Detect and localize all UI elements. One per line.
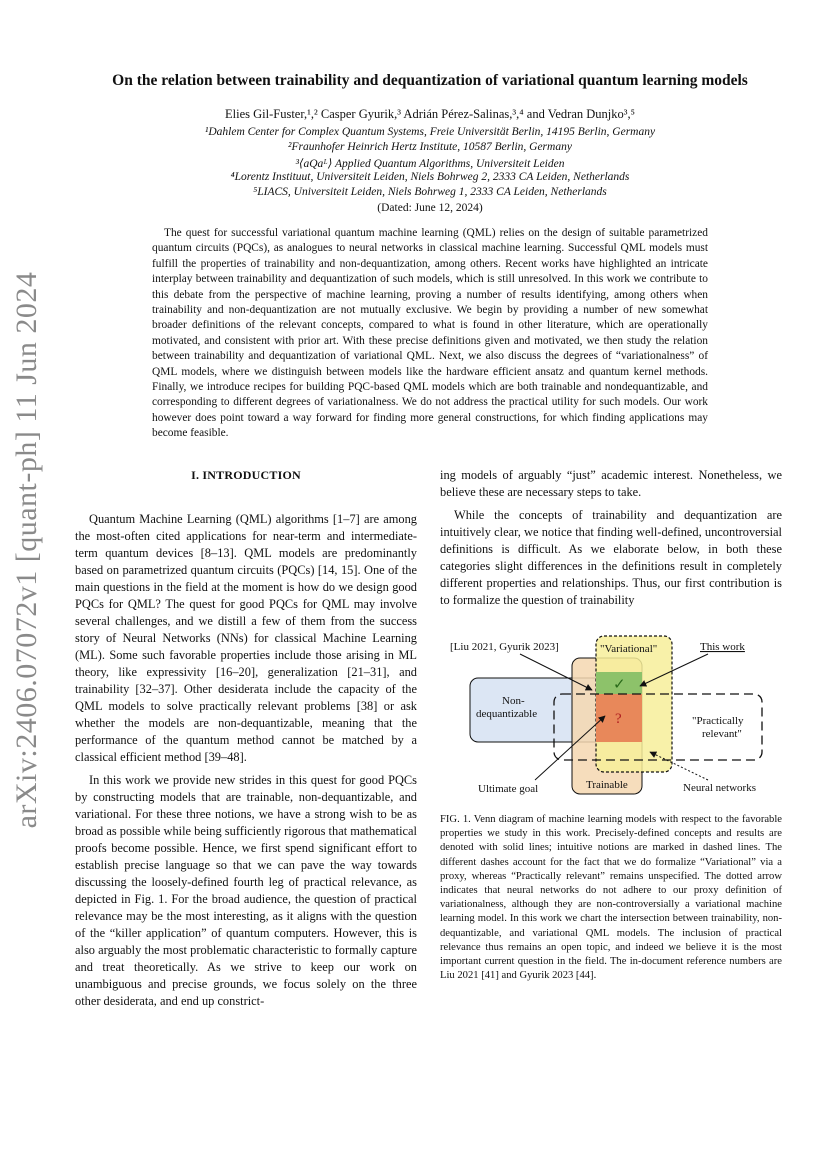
intro-paragraph-4: While the concepts of trainability and dequantization are intuitively clear, we notice that finding well-defined, uncontroversial definitions is difficult. As we elaborate below, in both these categories slight differences in the definitions result in completely different properties and relationships. Thus, our first contribution is to formalize the question of trainability bbox=[440, 508, 782, 607]
label-trainable: Trainable bbox=[586, 779, 628, 791]
check-icon: ✓ bbox=[613, 677, 626, 693]
label-practical-2: relevant" bbox=[702, 728, 742, 740]
intro-paragraph-3: ing models of arguably “just” academic interest. Nonetheless, we believe these are necessary steps to take. bbox=[440, 468, 782, 499]
question-mark: ? bbox=[615, 711, 622, 727]
left-column bbox=[75, 467, 417, 1016]
affiliation-4: ⁴Lorentz Instituut, Universiteit Leiden, Niels Bohrweg 2, 2333 CA Leiden, Netherlands bbox=[230, 171, 630, 183]
label-liu-gyurik: [Liu 2021, Gyurik 2023] bbox=[450, 641, 559, 653]
label-this-work: This work bbox=[700, 641, 745, 653]
label-practical-1: "Practically bbox=[692, 715, 744, 727]
affiliation-5: ⁵LIACS, Universiteit Leiden, Niels Bohrweg 1, 2333 CA Leiden, Netherlands bbox=[253, 186, 607, 198]
label-ultimate-goal: Ultimate goal bbox=[478, 783, 539, 795]
label-nondeq-2: dequantizable bbox=[476, 708, 538, 720]
intro-paragraph-2: In this work we provide new strides in this quest for good PQCs by constructing models that are trainable, non-dequantizable, and variational. For these three notions, we have a strong wish to be as broad as possible while being sufficiently rigorous that mathematical proofs become possible. Hence, we first spend significant effort to establish precise language so that we can pave the way towards discussing the loosely-defined fourth leg of practical relevance, as depicted in Fig. 1. For the broad audience, the question of practical relevance may be the most interesting, as it aligns with the question of the “killer application” of quantum computers. However, this is also arguably the most problematic characteristic to formally capture and treat theoretically. As we strive to keep our work on unambiguous and precise grounds, we focus solely on the three other desiderata, and end up constrict- bbox=[75, 773, 417, 1008]
affiliation-3: ³⟨aQaᴸ⟩ Applied Quantum Algorithms, Universiteit Leiden bbox=[295, 158, 565, 170]
arxiv-stamp: arXiv:2406.07072v1 [quant-ph] 11 Jun 2024 bbox=[10, 271, 43, 829]
affiliation-2: ²Fraunhofer Heinrich Hertz Institute, 10587 Berlin, Germany bbox=[288, 141, 572, 153]
date-line: (Dated: June 12, 2024) bbox=[377, 202, 483, 214]
figure-caption: FIG. 1. Venn diagram of machine learning models with respect to the favorable properties we study in this work. Precisely-defined concepts and results are denoted with solid lines; intuitive notions are marked in dashed lines. The different dashes account for the fact that we do formalize “Variational” via a proxy, whereas “Practically relevant” remains unspecified. The dotted arrow indicates that neural networks do not adhere to our proxy definition of variationalness, although they are non-controversially a variational machine learning model. In this work we chart the intersection between trainability, non-dequantizable, and variational QML models. The inclusion of practical relevance thus remains an open topic, and indeed we believe it is the most important current question in the field. The in-document reference numbers are Liu 2021 [41] and Gyurik 2023 [44]. bbox=[440, 814, 782, 982]
venn-diagram bbox=[440, 628, 782, 800]
right-column bbox=[440, 467, 782, 615]
paper-title: On the relation between trainability and dequantization of variational quantum learning models bbox=[112, 72, 748, 89]
label-nondeq-1: Non- bbox=[502, 695, 525, 707]
label-variational: "Variational" bbox=[600, 643, 658, 655]
section-heading: I. INTRODUCTION bbox=[191, 468, 301, 482]
author-list: Elies Gil-Fuster,¹,² Casper Gyurik,³ Adrián Pérez-Salinas,³,⁴ and Vedran Dunjko³,⁵ bbox=[225, 107, 635, 121]
abstract: The quest for successful variational quantum machine learning (QML) relies on the design of suitable parametrized quantum circuits (PQCs), as analogues to neural networks in classical machine learning. Successful QML models must fulfill the properties of trainability and non-dequantization, among others. Recent works have highlighted an intricate interplay between trainability and dequantization of such models, which is still unresolved. In this work we contribute to this debate from the perspective of machine learning, proving a number of results identifying, among others when trainability and non-dequantization are not mutually exclusive. We begin by providing a number of new somewhat broader definitions of the relevant concepts, compared to what is found in other literature, which are operationally motivated, and consistent with prior art. With these precise definitions given and motivated, we then study the relation between trainability and dequantization of variational QML. Next, we also discuss the degrees of “variationalness” of QML models, where we distinguish between models like the hardware efficient ansatz and quantum kernel methods. Finally, we introduce recipes for building PQC-based QML models which are both trainable and nondequantizable, and corresponding to different degrees of variationalness. We do not address the practical utility for such models. Our work however does point toward a way forward for finding more general constructions, for which finding applications may become feasible. bbox=[152, 227, 708, 440]
label-neural-networks: Neural networks bbox=[683, 782, 757, 794]
affiliation-1: ¹Dahlem Center for Complex Quantum Systems, Freie Universität Berlin, 14195 Berlin, Germany bbox=[204, 126, 656, 138]
intro-paragraph-1: Quantum Machine Learning (QML) algorithms [1–7] are among the most-often cited applications for near-term and intermediate-term quantum devices [8–13]. QML models are predominantly based on parametrized quantum circuits (PQCs) [14, 15]. One of the main questions in the field at the moment is how do we design good PQCs for QML? The quest for good PQCs for QML may involve several challenges, and we distill a few of them from the success story of Neural Networks (NNs) for classical Machine Learning (ML). Some such favorable properties include those arising in ML theory, like expressivity [16–20], generalization [21–31], and trainability [32–37]. Other desiderata include the capacity of the QML models to solve practically relevant problems [38] or ask whether the models are non-dequantizable, meaning that the performance of the quantum method cannot be matched by a classical efficient method [39–48]. bbox=[75, 512, 417, 764]
